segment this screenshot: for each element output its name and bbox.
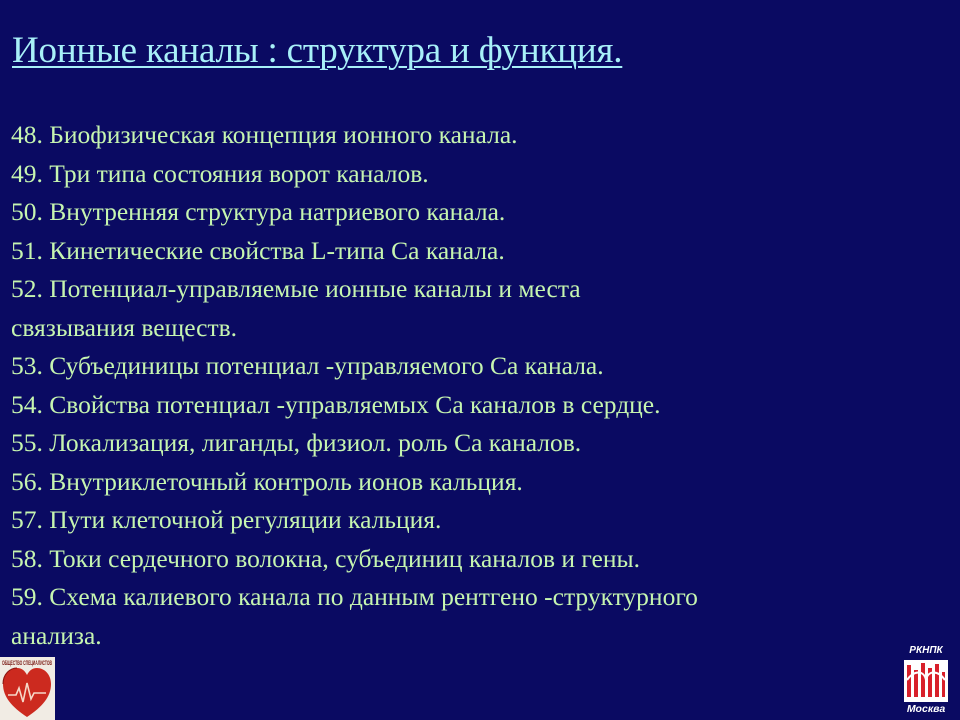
list-item: 55. Локализация, лиганды, физиол. роль Ca каналов. bbox=[11, 428, 582, 457]
list-item: 58. Токи сердечного волокна, субъединиц каналов и гены. bbox=[11, 543, 640, 573]
list-item: 57. Пути клеточной регуляции кальция. bbox=[11, 505, 442, 534]
society-heart-logo-icon bbox=[0, 657, 55, 720]
list-item: 52. Потенциал-управляемые ионные каналы и места связывания веществ. bbox=[11, 274, 581, 342]
list-item: 51. Кинетические свойства L-типа Ca канала. bbox=[11, 235, 505, 265]
list-item: 50. Внутренняя структура натриевого канала. bbox=[11, 197, 506, 226]
slide-title: Ионные каналы : структура и функция. bbox=[12, 30, 623, 71]
list-item: 53. Субъединицы потенциал -управляемого Ca канала. bbox=[11, 351, 604, 380]
rknpk-label: РКНПК bbox=[909, 645, 943, 656]
rknpk-emblem bbox=[904, 660, 948, 702]
list-item: 48. Биофизическая концепция ионного канала. bbox=[11, 120, 518, 149]
society-logo-text: ОБЩЕСТВО СПЕЦИАЛИСТОВ bbox=[2, 661, 53, 667]
list-item: 59. Схема калиевого канала по данным рентгено -структурного анализа. bbox=[11, 582, 698, 650]
list-item: 54. Свойства потенциал -управляемых Ca каналов в сердце. bbox=[11, 389, 661, 419]
topic-list bbox=[11, 116, 911, 655]
list-item: 56. Внутриклеточный контроль ионов кальция. bbox=[11, 466, 523, 496]
list-item: 49. Три типа состояния ворот каналов. bbox=[11, 158, 429, 188]
society-logo bbox=[0, 657, 55, 720]
rknpk-emblem-icon bbox=[904, 660, 948, 702]
rknpk-logo bbox=[898, 645, 954, 717]
moskva-label: Москва bbox=[906, 703, 946, 715]
